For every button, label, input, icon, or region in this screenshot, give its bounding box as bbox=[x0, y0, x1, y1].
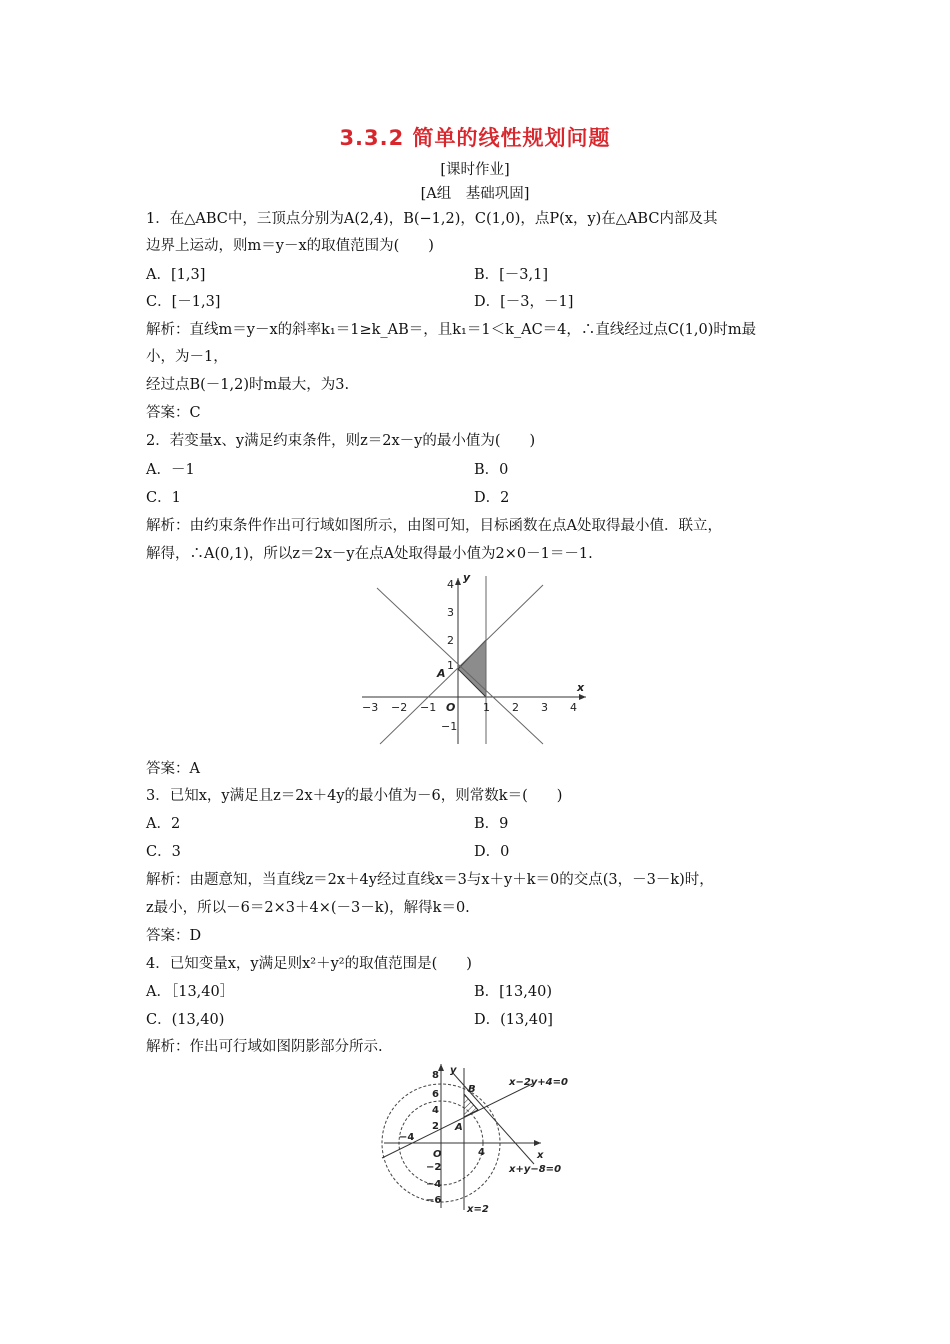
y-tick-label: 4 bbox=[432, 1105, 439, 1116]
y-tick-label: −6 bbox=[426, 1195, 442, 1206]
q2-solution-line2: 解得，∴A(0,1)，所以z＝2x－y在点A处取得最小值为2×0－1＝－1. bbox=[146, 546, 593, 562]
point-a-label: A bbox=[455, 1122, 463, 1133]
q4-option-c: C．(13,40) bbox=[146, 1012, 225, 1028]
x-axis-label: x bbox=[577, 681, 585, 694]
x-tick-label: 4 bbox=[478, 1147, 485, 1158]
point-b-label: B bbox=[468, 1084, 476, 1095]
q1-answer: 答案：C bbox=[146, 405, 201, 421]
q2-stem: 2．若变量x、y满足约束条件，则z＝2x－y的最小值为( ) bbox=[146, 433, 536, 449]
q2-option-b: B．0 bbox=[474, 462, 509, 478]
q2-solution-line1: 解析：由约束条件作出可行域如图所示，由图可知，目标函数在点A处取得最小值．联立， bbox=[146, 518, 722, 534]
q3-solution-line2: z最小，所以－6＝2×3＋4×(－3－k)，解得k＝0. bbox=[146, 900, 470, 916]
x-tick-label: −3 bbox=[362, 701, 379, 714]
y-tick-label: 2 bbox=[432, 1121, 439, 1132]
y-tick-label: 4 bbox=[447, 578, 454, 591]
q3-option-b: B．9 bbox=[474, 816, 509, 832]
x-tick-label: 4 bbox=[570, 701, 577, 714]
q1-solution-line2: 小，为－1， bbox=[146, 349, 228, 365]
x-tick-label: 2 bbox=[512, 701, 519, 714]
q4-solution-line1: 解析：作出可行域如图阴影部分所示. bbox=[146, 1039, 383, 1055]
q1-solution-line1: 解析：直线m＝y－x的斜率k₁＝1≥k_AB＝，且k₁＝1＜k_AC＝4，∴直线经过点C(1,0)时m最 bbox=[146, 322, 757, 338]
q2-feasible-region-figure bbox=[355, 572, 600, 750]
q2-option-a: A．－1 bbox=[146, 462, 195, 478]
q3-answer: 答案：D bbox=[146, 928, 202, 944]
group-label: [A组 基础巩固] bbox=[420, 186, 530, 202]
q1-stem-line2: 边界上运动，则m＝y－x的取值范围为( ) bbox=[146, 238, 434, 254]
q3-stem: 3．已知x，y满足且z＝2x＋4y的最小值为－6，则常数k＝( ) bbox=[146, 788, 563, 804]
y-tick-label: 8 bbox=[432, 1070, 439, 1081]
q3-solution-line1: 解析：由题意知，当直线z＝2x＋4y经过直线x＝3与x＋y＋k＝0的交点(3，－3－k)时， bbox=[146, 872, 714, 888]
origin-label: O bbox=[433, 1149, 442, 1160]
q4-option-a: A．［13,40］ bbox=[146, 984, 235, 1000]
y-axis-label: y bbox=[463, 572, 471, 584]
q2-answer: 答案：A bbox=[146, 761, 200, 777]
q2-option-c: C．1 bbox=[146, 490, 181, 506]
x-axis-arrow bbox=[534, 1140, 541, 1146]
x-axis-label: x bbox=[537, 1150, 544, 1161]
y-tick-label: 6 bbox=[432, 1089, 439, 1100]
q4-option-d: D．(13,40] bbox=[474, 1012, 553, 1028]
q4-feasible-region-figure bbox=[378, 1060, 578, 1215]
x-tick-label: 3 bbox=[541, 701, 548, 714]
y-tick-label: −1 bbox=[441, 720, 458, 733]
q3-option-a: A．2 bbox=[146, 816, 181, 832]
q3-option-c: C．3 bbox=[146, 844, 181, 860]
line-label-2: x+y−8=0 bbox=[509, 1164, 562, 1175]
y-tick-label: 1 bbox=[447, 659, 454, 672]
q4-stem: 4．已知变量x，y满足则x²＋y²的取值范围是( ) bbox=[146, 956, 472, 972]
q1-option-d: D．[－3，－1] bbox=[474, 294, 574, 310]
q1-stem-line1: 1．在△ABC中，三顶点分别为A(2,4)，B(−1,2)，C(1,0)，点P(x，y)在△ABC内部及其 bbox=[146, 211, 718, 227]
y-tick-label: −4 bbox=[426, 1179, 442, 1190]
y-tick-label: −2 bbox=[426, 1162, 442, 1173]
page-title: 3.3.2 简单的线性规划问题 bbox=[339, 126, 611, 150]
x-tick-label: −2 bbox=[391, 701, 408, 714]
q3-option-d: D．0 bbox=[474, 844, 510, 860]
x-tick-label: −4 bbox=[399, 1132, 415, 1143]
q1-option-c: C．[－1,3] bbox=[146, 294, 221, 310]
q4-option-b: B．[13,40) bbox=[474, 984, 552, 1000]
q1-option-a: A．[1,3] bbox=[146, 267, 206, 283]
x-tick-label: −1 bbox=[420, 701, 437, 714]
line-label-3: x=2 bbox=[467, 1204, 489, 1215]
homework-label: [课时作业] bbox=[440, 162, 510, 178]
q2-option-d: D．2 bbox=[474, 490, 510, 506]
point-a-label: A bbox=[437, 667, 446, 680]
q1-option-b: B．[－3,1] bbox=[474, 267, 549, 283]
q1-solution-line3: 经过点B(－1,2)时m最大，为3. bbox=[146, 377, 350, 393]
y-axis-arrow bbox=[455, 578, 461, 585]
line-increasing bbox=[380, 585, 543, 744]
y-tick-label: 2 bbox=[447, 634, 454, 647]
origin-label: O bbox=[446, 701, 456, 714]
line-x-2y-plus-4 bbox=[382, 1084, 532, 1158]
x-axis-arrow bbox=[579, 694, 586, 700]
line-label-1: x−2y+4=0 bbox=[509, 1077, 568, 1088]
y-axis-label: y bbox=[450, 1065, 457, 1076]
x-tick-label: 1 bbox=[483, 701, 490, 714]
y-tick-label: 3 bbox=[447, 606, 454, 619]
